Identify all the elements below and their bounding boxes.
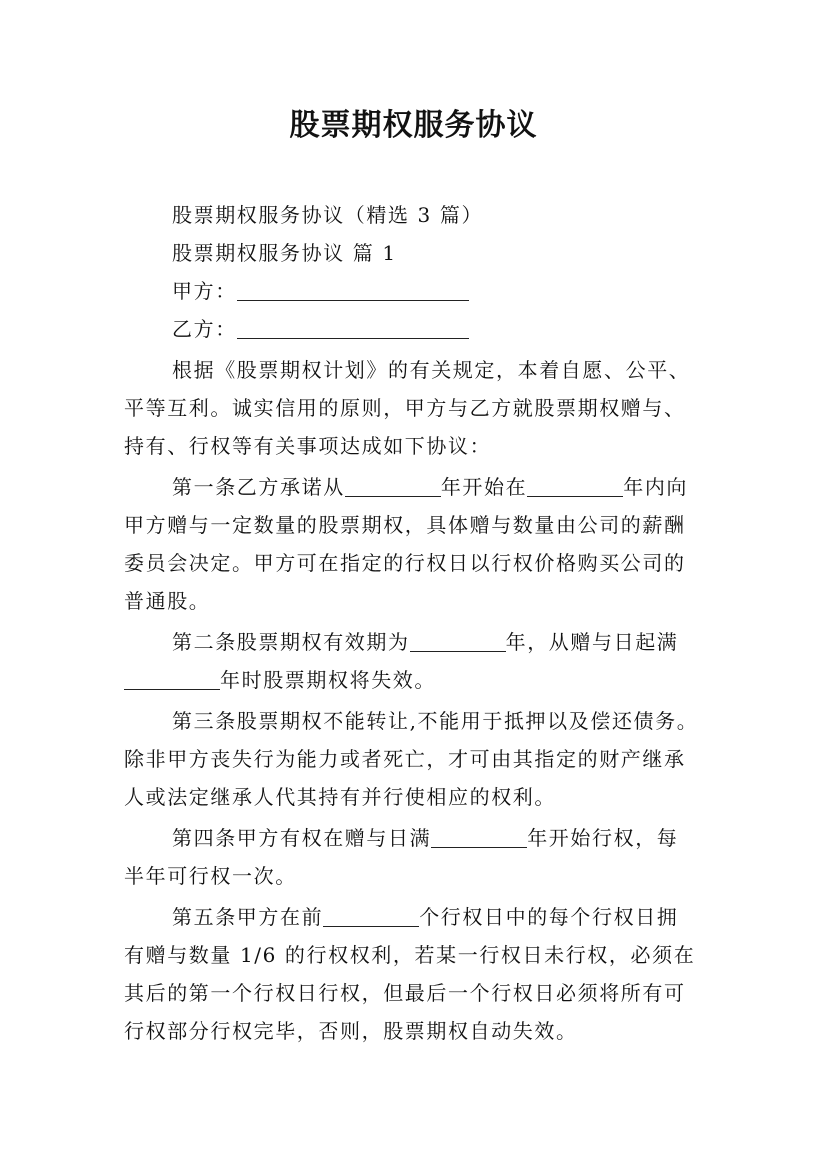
article-1-line xyxy=(124,468,714,506)
article-5-line xyxy=(124,898,714,936)
article-1-line: 普通股。 xyxy=(124,589,211,613)
article-3-line: 除非甲方丧失行为能力或者死亡，才可由其指定的财产继承 xyxy=(124,747,686,771)
article-1-text: 年内向 xyxy=(623,475,689,499)
year-blank xyxy=(345,474,441,497)
article-2-text: 年时股票期权将失效。 xyxy=(220,668,436,692)
article-2-line xyxy=(124,661,714,699)
year-blank xyxy=(527,474,623,497)
section-heading: 股票期权服务协议 篇 1 xyxy=(172,241,397,265)
article-3-line: 第三条股票期权不能转让,不能用于抵押以及偿还债务。 xyxy=(172,709,699,733)
article-5-text: 个行权日中的每个行权日拥 xyxy=(419,905,679,929)
article-2-text: 年，从赠与日起满 xyxy=(505,630,679,654)
document-title: 股票期权服务协议 xyxy=(289,108,538,143)
party-b-line xyxy=(124,310,714,348)
article-1-line: 甲方赠与一定数量的股票期权，具体赠与数量由公司的薪酬 xyxy=(124,513,686,537)
party-b-blank xyxy=(237,316,469,339)
article-5-line: 其后的第一个行权日行权，但最后一个行权日必须将所有可 xyxy=(124,981,686,1005)
article-1-text: 第一条乙方承诺从 xyxy=(172,475,345,499)
subtitle: 股票期权服务协议（精选 3 篇） xyxy=(172,203,484,227)
count-blank xyxy=(323,904,419,927)
article-5-text: 第五条甲方在前 xyxy=(172,905,324,929)
article-4-line xyxy=(124,819,714,857)
document-body xyxy=(124,196,714,1050)
article-1-line: 委员会决定。甲方可在指定的行权日以行权价格购买公司的 xyxy=(124,551,686,575)
year-blank xyxy=(410,629,506,652)
intro-line: 平等互利。诚实信用的原则，甲方与乙方就股票期权赠与、 xyxy=(124,396,686,420)
article-4-text: 第四条甲方有权在赠与日满 xyxy=(172,826,432,850)
party-a-label: 甲方： xyxy=(172,279,237,303)
article-4-line: 半年可行权一次。 xyxy=(124,864,297,888)
intro-line: 持有、行权等有关事项达成如下协议： xyxy=(124,434,492,458)
article-4-text: 年开始行权，每 xyxy=(527,826,679,850)
article-5-line: 有赠与数量 1/6 的行权权利，若某一行权日未行权，必须在 xyxy=(124,943,696,967)
article-3-line: 人或法定继承人代其持有并行使相应的权利。 xyxy=(124,785,556,809)
article-2-text: 第二条股票期权有效期为 xyxy=(172,630,410,654)
party-a-line xyxy=(124,272,714,310)
article-2-line xyxy=(124,623,714,661)
year-blank xyxy=(124,667,220,690)
article-5-line: 行权部分行权完毕，否则，股票期权自动失效。 xyxy=(124,1019,578,1043)
party-a-blank xyxy=(237,278,469,301)
party-b-label: 乙方： xyxy=(172,317,237,341)
year-blank xyxy=(431,825,527,848)
article-1-text: 年开始在 xyxy=(440,475,528,499)
intro-line: 根据《股票期权计划》的有关规定，本着自愿、公平、 xyxy=(172,358,691,382)
